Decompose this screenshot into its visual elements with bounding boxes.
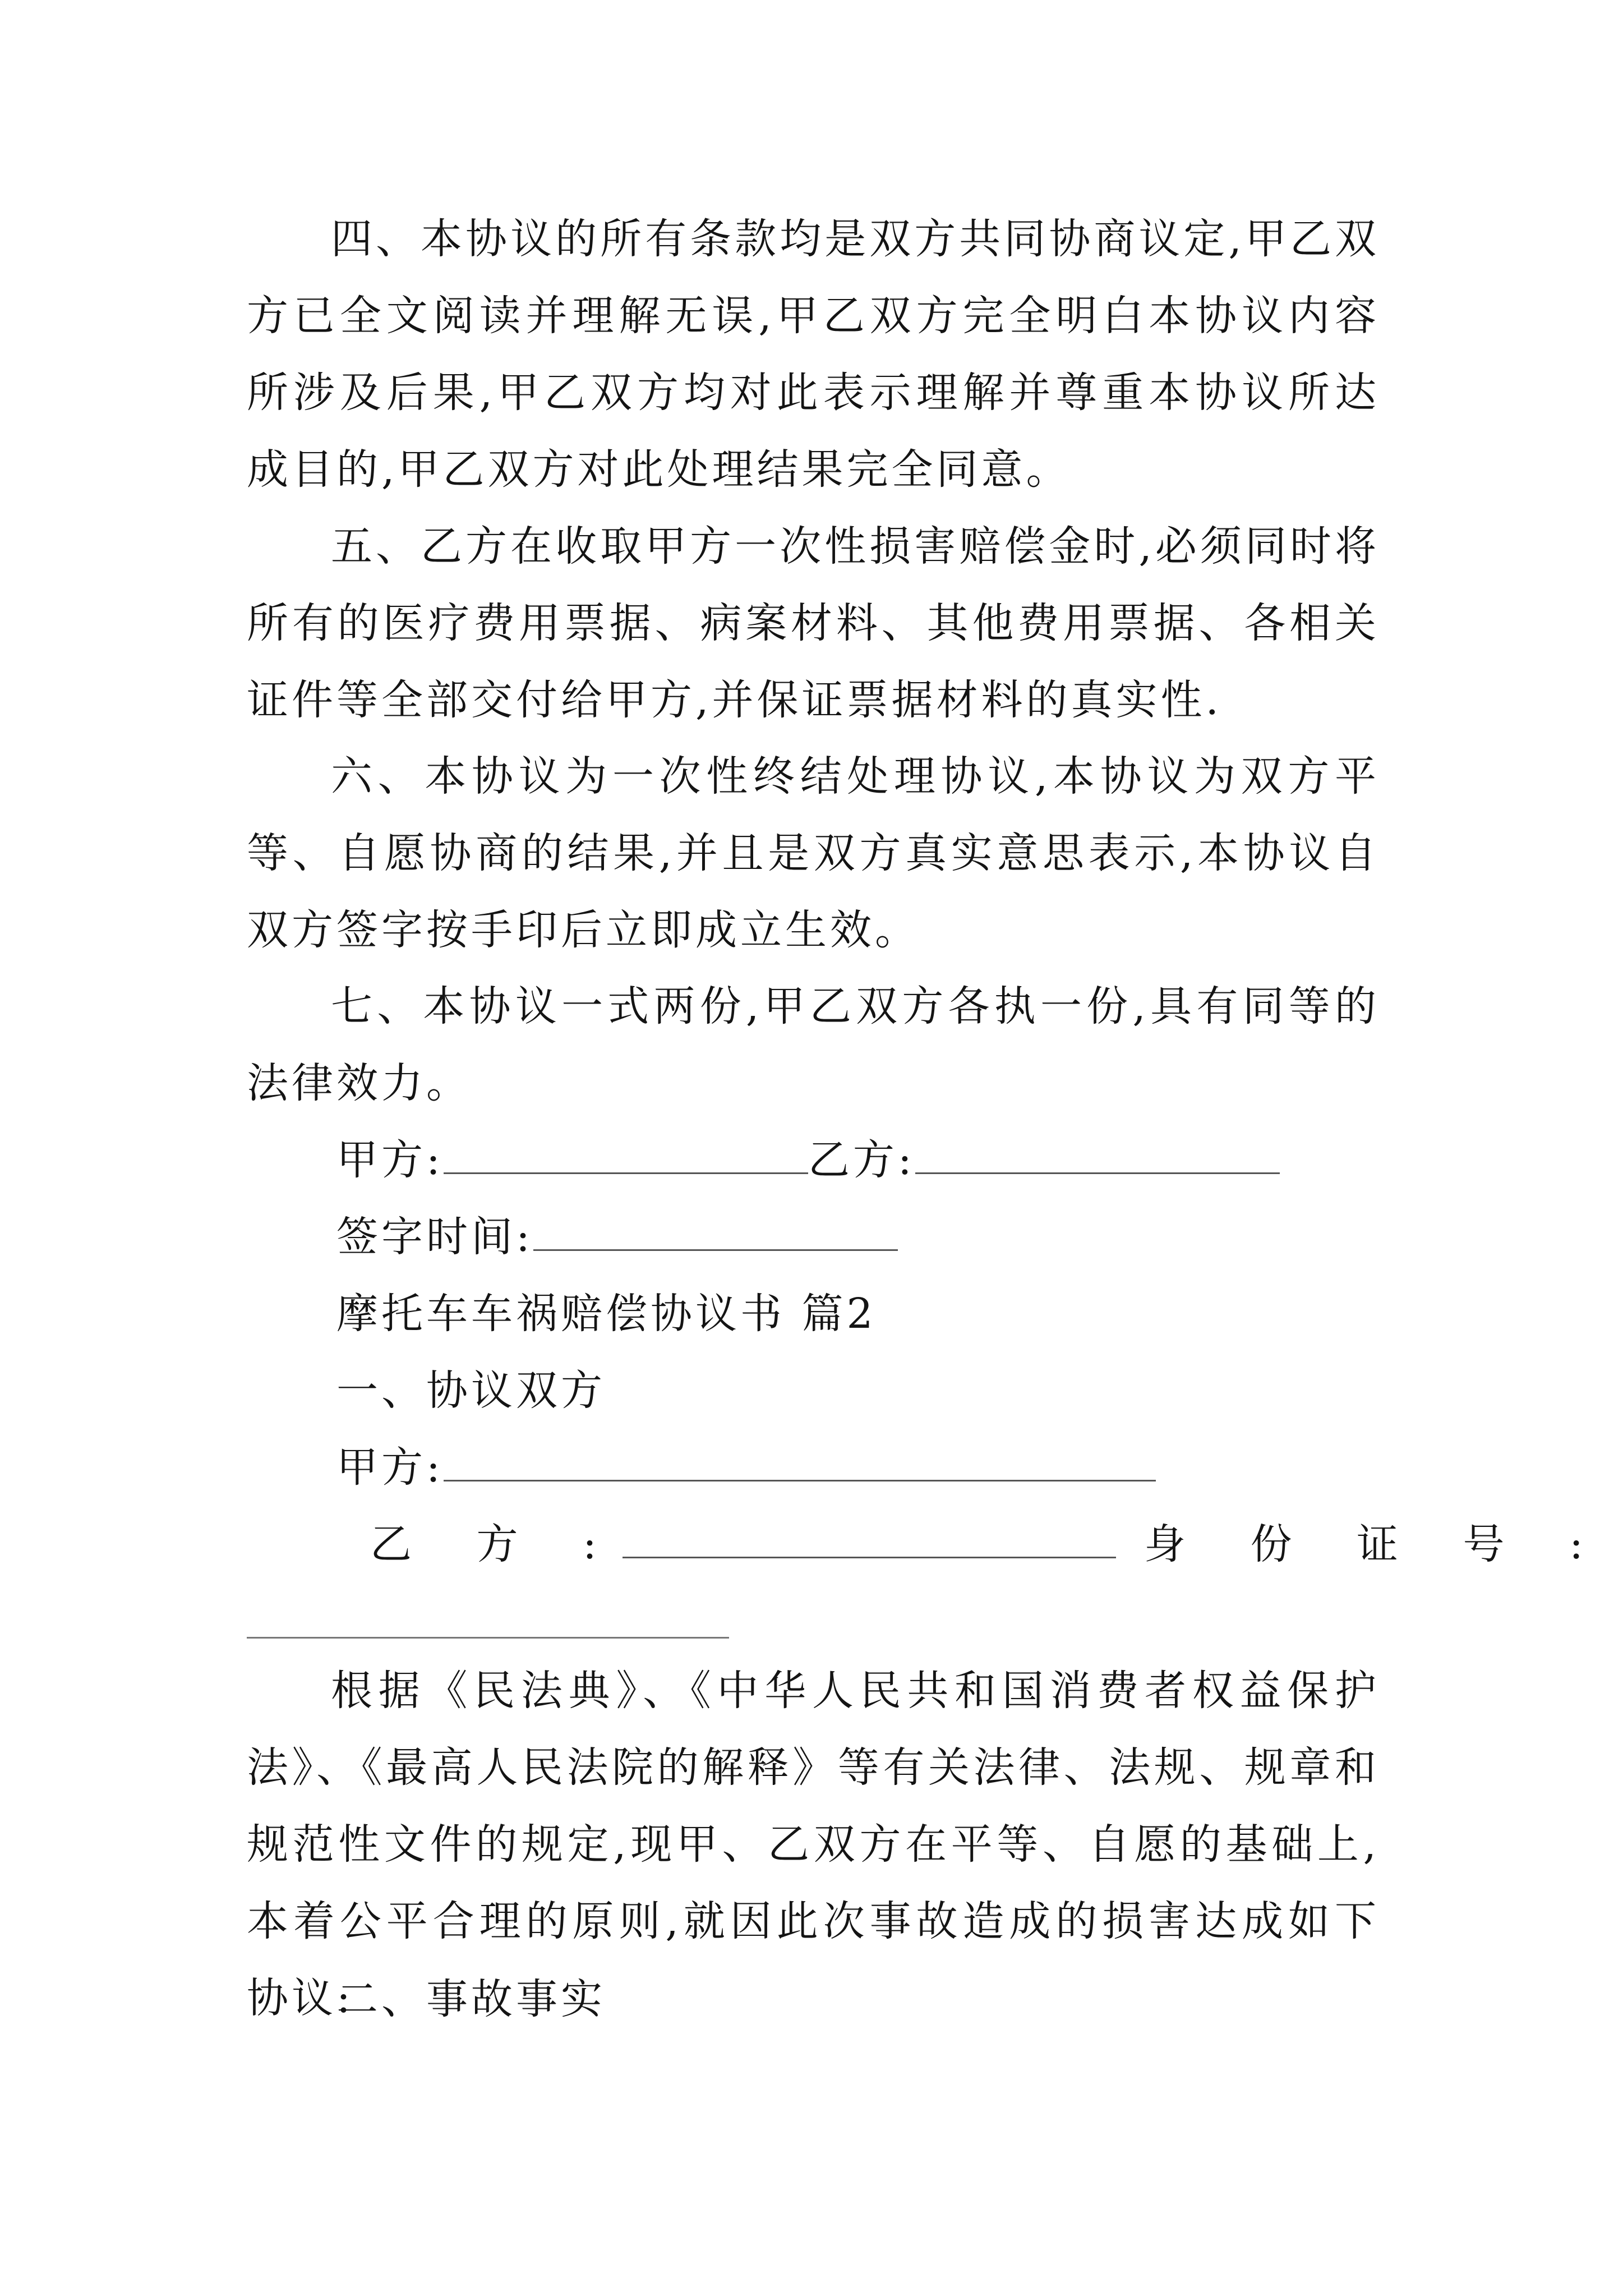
party-a-signature-field[interactable] (444, 1145, 808, 1174)
party-b-label: 乙方: (808, 1136, 915, 1184)
party-a-label: 甲方: (336, 1136, 444, 1184)
clause-7: 七、本协议一式两份,甲乙双方各执一份,具有同等的法律效力。 (247, 982, 1380, 1107)
sign-time-label: 签字时间: (336, 1213, 533, 1261)
id-number-label: 身 份 证 号 : (1144, 1520, 1610, 1568)
section2-party-a-field[interactable] (444, 1453, 1156, 1481)
heading-facts: 二、事故事实 (336, 1975, 606, 2023)
clause-5: 五、乙方在收取甲方一次性损害赔偿金时,必须同时将所有的医疗费用票据、病案材料、其他费用票据、各相关证件等全部交付给甲方,并保证票据材料的真实性. (247, 522, 1380, 724)
section2-party-b-label: 乙 方 : (370, 1520, 623, 1568)
sign-time-row (336, 1199, 898, 1276)
section2-party-b-row (370, 1506, 1610, 1583)
sign-time-field[interactable] (533, 1222, 898, 1251)
id-number-field[interactable] (247, 1637, 729, 1639)
signature-row (336, 1122, 1280, 1199)
section2-party-a-label: 甲方: (336, 1443, 444, 1492)
heading-parties: 一、协议双方 (336, 1366, 606, 1415)
section-title: 摩托车车祸赔偿协议书 篇2 (336, 1290, 877, 1338)
clause-4: 四、本协议的所有条款均是双方共同协商议定,甲乙双方已全文阅读并理解无误,甲乙双方完全明白本协议内容所涉及后果,甲乙双方均对此表示理解并尊重本协议所达成目的,甲乙双方对此处理结果完全同意。 (247, 215, 1380, 494)
section2-party-a-row (336, 1429, 1156, 1506)
section2-party-b-field[interactable] (623, 1530, 1116, 1558)
clause-6: 六、本协议为一次性终结处理协议,本协议为双方平等、自愿协商的结果,并且是双方真实意思表示,本协议自双方签字按手印后立即成立生效。 (247, 752, 1380, 954)
party-b-signature-field[interactable] (915, 1145, 1280, 1174)
preamble-paragraph: 根据《民法典》、《中华人民共和国消费者权益保护法》、《最高人民法院的解释》等有关法律、法规、规章和规范性文件的规定,现甲、乙双方在平等、自愿的基础上,本着公平合理的原则,就因此次事故造成的损害达成如下协议: (247, 1667, 1380, 2022)
